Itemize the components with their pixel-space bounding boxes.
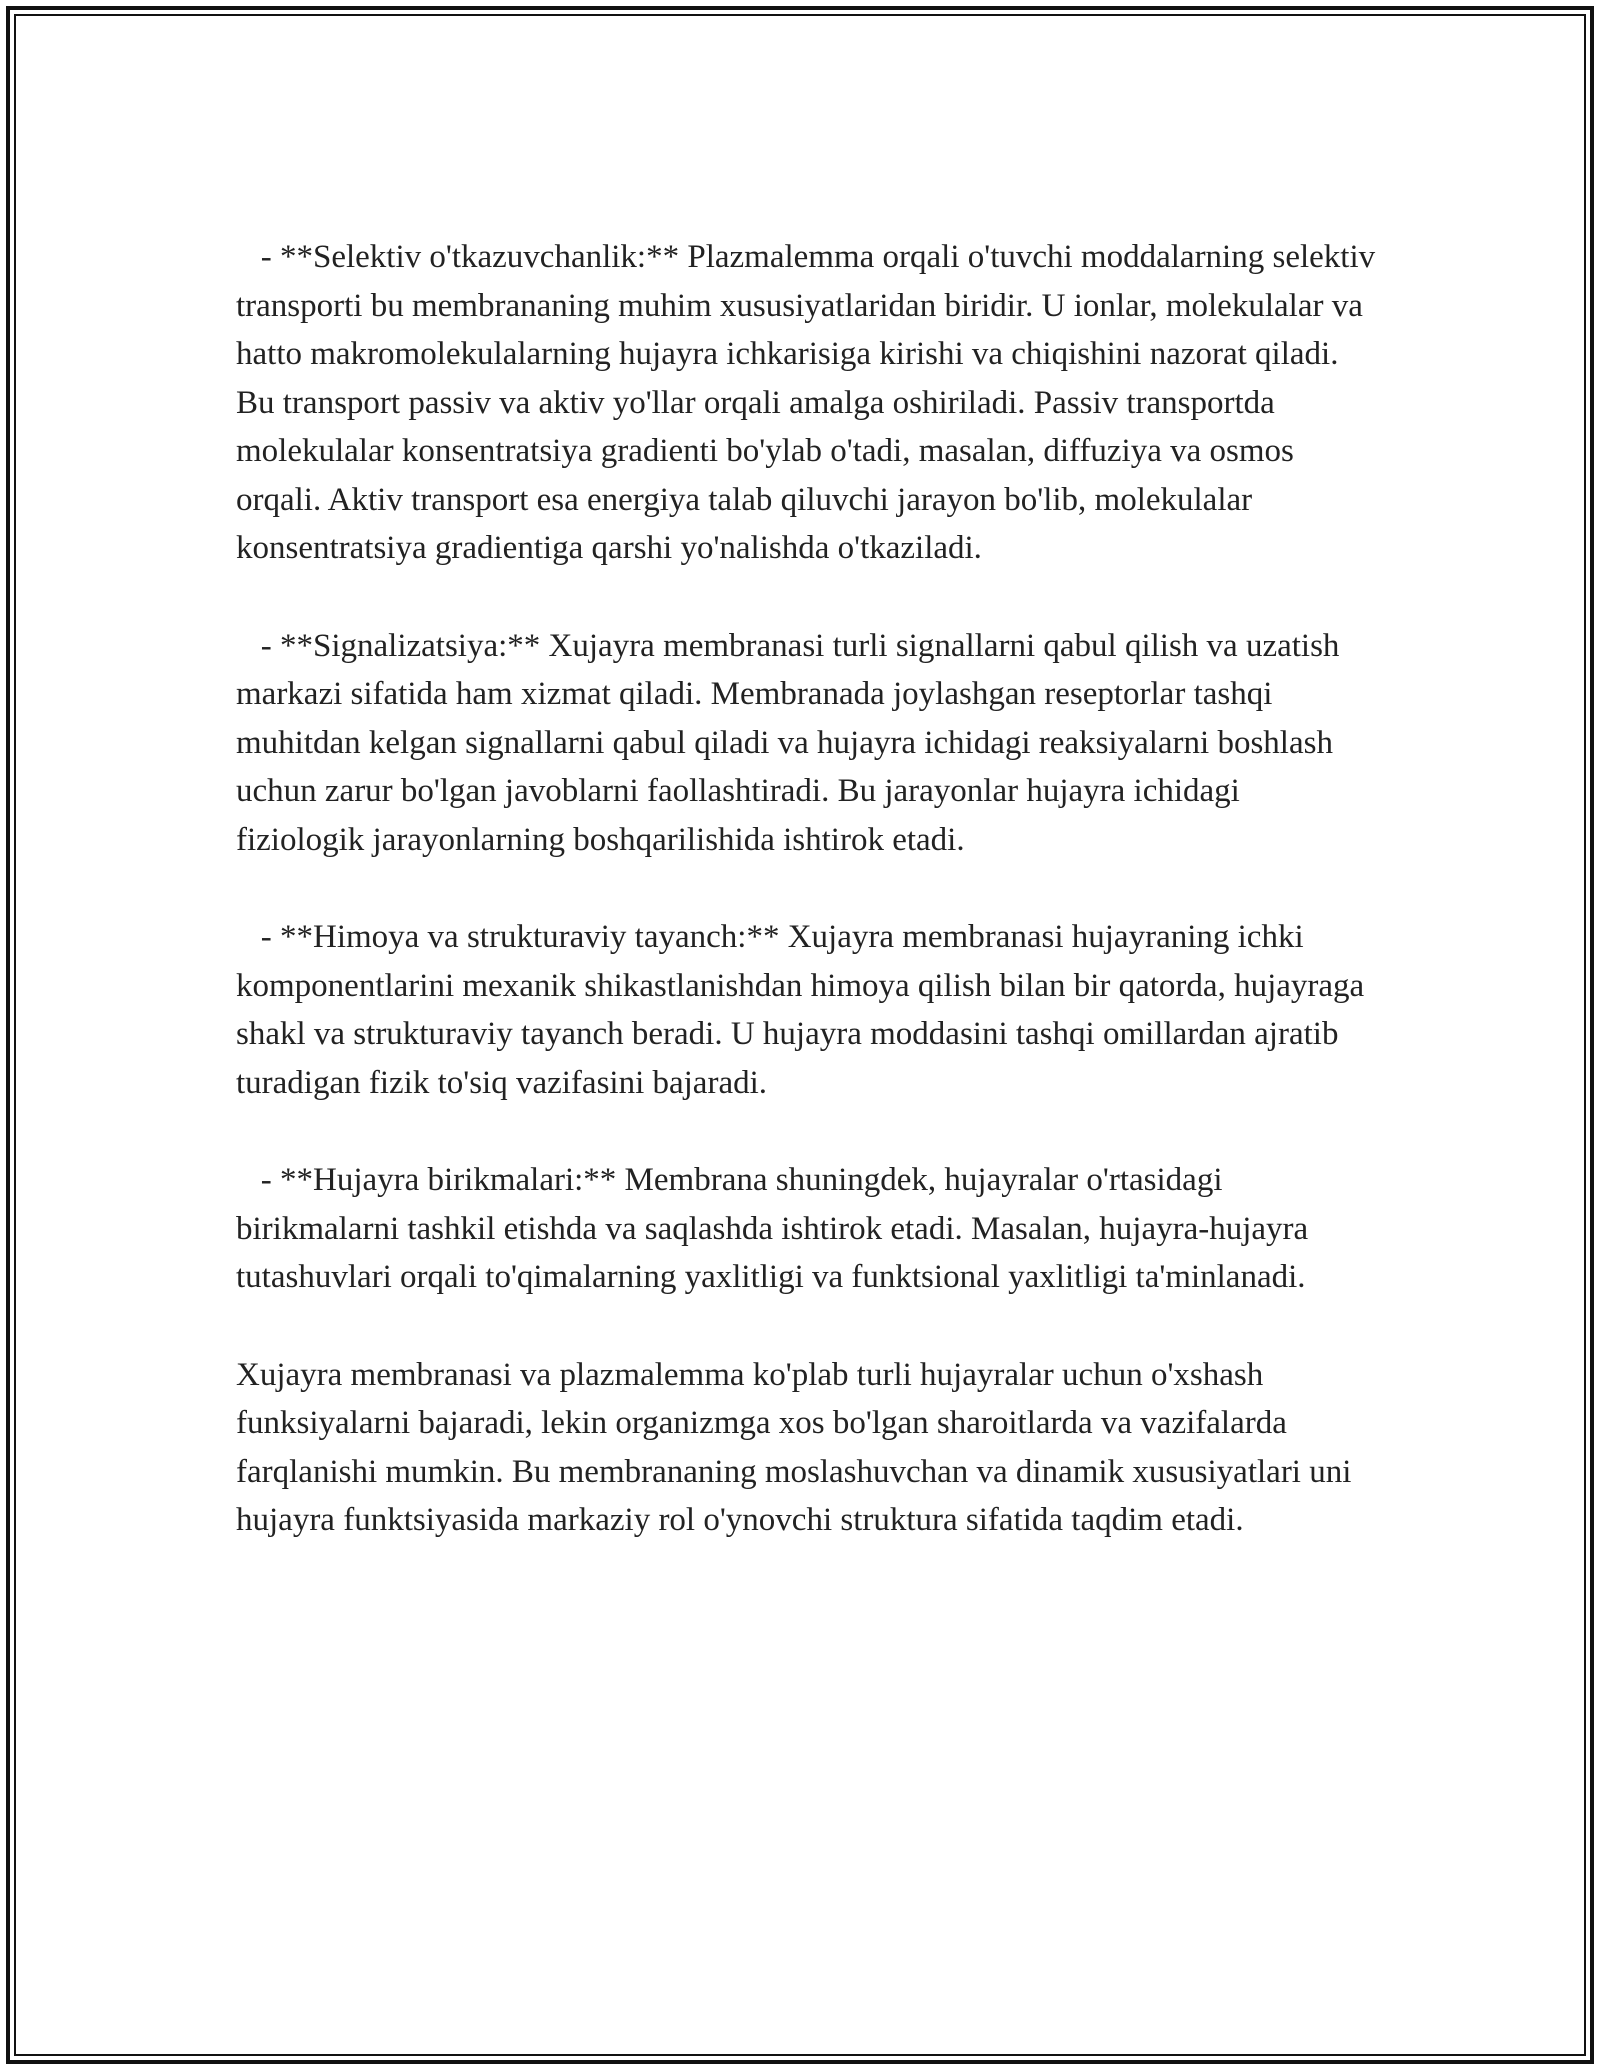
paragraph-signaling: - **Signalizatsiya:** Xujayra membranasi turli signallarni qabul qilish va uzatish markazi sifatida ham xizmat qiladi. Membranada joylashgan reseptorlar tashqi muhitdan kelgan signallarni qabul qiladi va hujayra ichidagi reaksiyalarni boshlash uchun zarur bo'lgan javoblarni faollashtiradi. Bu jarayonlar hujayra ichidagi fiziologik jarayonlarning boshqarilishida ishtirok etadi. [236, 627, 1348, 858]
paragraph-cell-junctions: - **Hujayra birikmalari:** Membrana shuningdek, hujayralar o'rtasidagi birikmalarni tashkil etishda va saqlashda ishtirok etadi. Masalan, hujayra-hujayra tutashuvlari orqali to'qimalarning yaxlitligi va funktsional yaxlitligi ta'minlanadi. [236, 1162, 1317, 1295]
paragraph-selective-permeability: - **Selektiv o'tkazuvchanlik:** Plazmalemma orqali o'tuvchi moddalarning selektiv transporti bu membrananing muhim xususiyatlaridan biridir. U ionlar, molekulalar va hatto makromolekulalarning hujayra ichkarisiga kirishi va chiqishini nazorat qiladi. Bu transport passiv va aktiv yo'llar orqali amalga oshiriladi. Passiv transportda molekulalar konsentratsiya gradienti bo'ylab o'tadi, masalan, diffuziya va osmos orqali. Aktiv transport esa energiya talab qiluvchi jarayon bo'lib, molekulalar konsentratsiya gradientiga qarshi yo'nalishda o'tkaziladi. [236, 239, 1384, 566]
paragraph-protection-support: - **Himoya va strukturaviy tayanch:** Xujayra membranasi hujayraning ichki komponentlarini mexanik shikastlanishdan himoya qilish bilan bir qatorda, hujayraga shakl va strukturaviy tayanch beradi. U hujayra moddasini tashqi omillardan ajratib turadigan fizik to'siq vazifasini bajaradi. [236, 919, 1373, 1101]
document-body [236, 233, 1384, 1545]
paragraph-conclusion: Xujayra membranasi va plazmalemma ko'plab turli hujayralar uchun o'xshash funksiyalarni bajaradi, lekin organizmga xos bo'lgan sharoitlarda va vazifalarda farqlanishi mumkin. Bu membrananing moslashuvchan va dinamik xususiyatlari uni hujayra funktsiyasida markaziy rol o'ynovchi struktura sifatida taqdim etadi. [236, 1356, 1360, 1538]
